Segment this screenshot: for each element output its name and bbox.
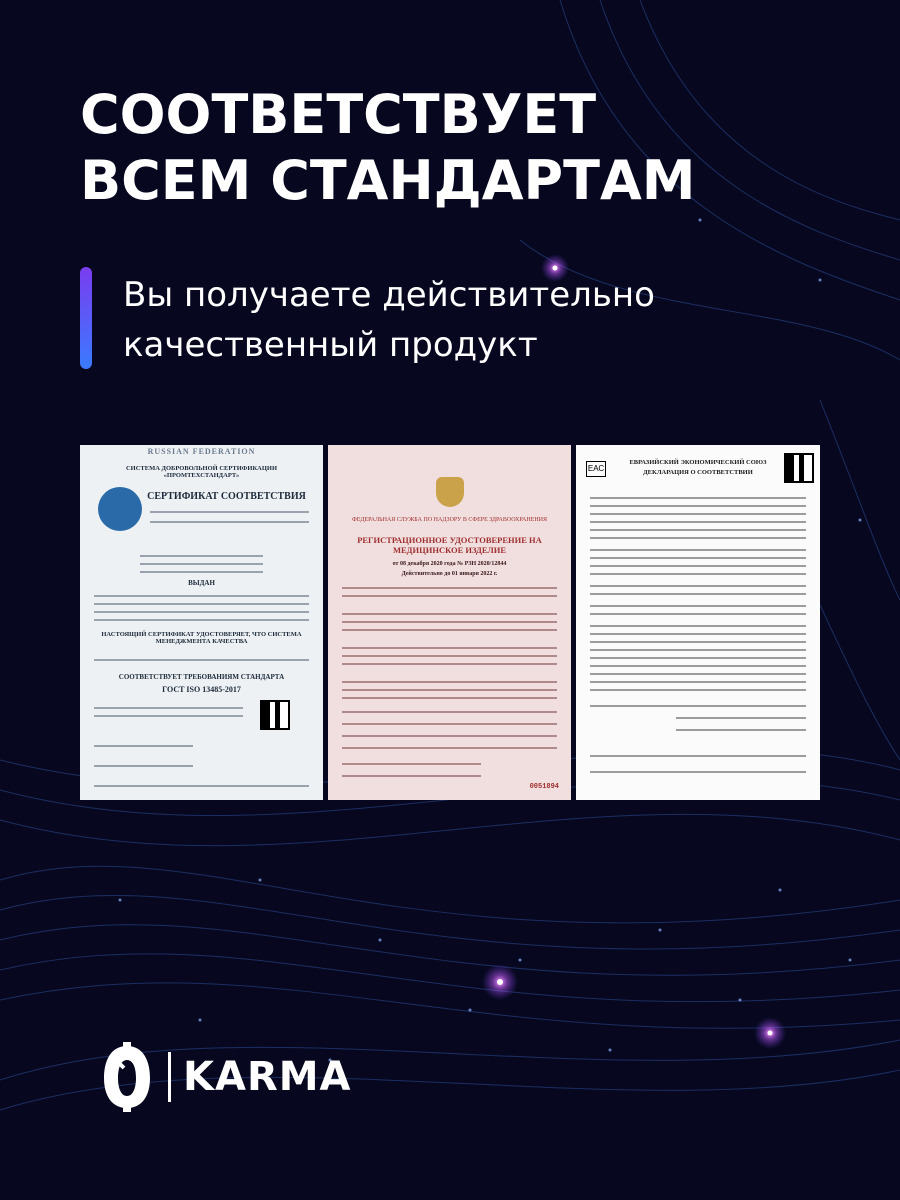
doc3-eac-mark: ЕАС [586, 461, 606, 477]
subtitle-line-1: Вы получаете действительно [123, 275, 655, 315]
doc1-standard: ГОСТ ISO 13485-2017 [162, 685, 241, 694]
doc2-coat-of-arms [436, 477, 464, 507]
doc1-qr-code [260, 700, 290, 730]
doc2-valid: Действительно до 01 января 2022 г. [401, 571, 498, 577]
doc1-system: СИСТЕМА ДОБРОВОЛЬНОЙ СЕРТИФИКАЦИИ «ПРОМТЕХСТАНДАРТ» [125, 465, 278, 479]
doc1-standard-label: СООТВЕТСТВУЕТ ТРЕБОВАНИЯМ СТАНДАРТА [118, 673, 285, 681]
headline-line-1: СООТВЕТСТВУЕТ [80, 83, 597, 146]
doc3-qr-code [784, 453, 814, 483]
doc1-issued: ВЫДАН [188, 579, 215, 587]
doc1-banner: RUSSIAN FEDERATION [147, 447, 256, 456]
page-subtitle [123, 270, 655, 370]
subtitle-accent-bar [80, 267, 92, 369]
declaration-of-conformity-image [576, 445, 820, 800]
doc3-union: ЕВРАЗИЙСКИЙ ЭКОНОМИЧЕСКИЙ СОЮЗ [629, 459, 767, 466]
karma-logo-mark-icon [98, 1042, 156, 1112]
doc2-agency: ФЕДЕРАЛЬНАЯ СЛУЖБА ПО НАДЗОРУ В СФЕРЕ ЗДРАВООХРАНЕНИЯ [352, 517, 547, 523]
brand-name: KARMA [183, 1054, 352, 1100]
logo-divider [168, 1052, 171, 1102]
doc2-serial: 0051894 [529, 783, 559, 791]
doc3-title: ДЕКЛАРАЦИЯ О СООТВЕТСТВИИ [643, 469, 753, 476]
doc1-title: СЕРТИФИКАТ СООТВЕТСТВИЯ [147, 491, 306, 502]
doc2-title: РЕГИСТРАЦИОННОЕ УДОСТОВЕРЕНИЕ НА МЕДИЦИНСКОЕ ИЗДЕЛИЕ [357, 535, 542, 555]
doc2-date: от 08 декабря 2020 года № РЗН 2020/12844 [392, 561, 507, 567]
subtitle-line-2: качественный продукт [123, 325, 538, 365]
certificate-of-conformity-image [80, 445, 323, 800]
page-headline [80, 82, 696, 214]
registration-certificate-image [328, 445, 571, 800]
headline-line-2: ВСЕМ СТАНДАРТАМ [80, 149, 696, 212]
doc1-certifies: НАСТОЯЩИЙ СЕРТИФИКАТ УДОСТОВЕРЯЕТ, ЧТО СИСТЕМА МЕНЕДЖМЕНТА КАЧЕСТВА [101, 631, 302, 645]
